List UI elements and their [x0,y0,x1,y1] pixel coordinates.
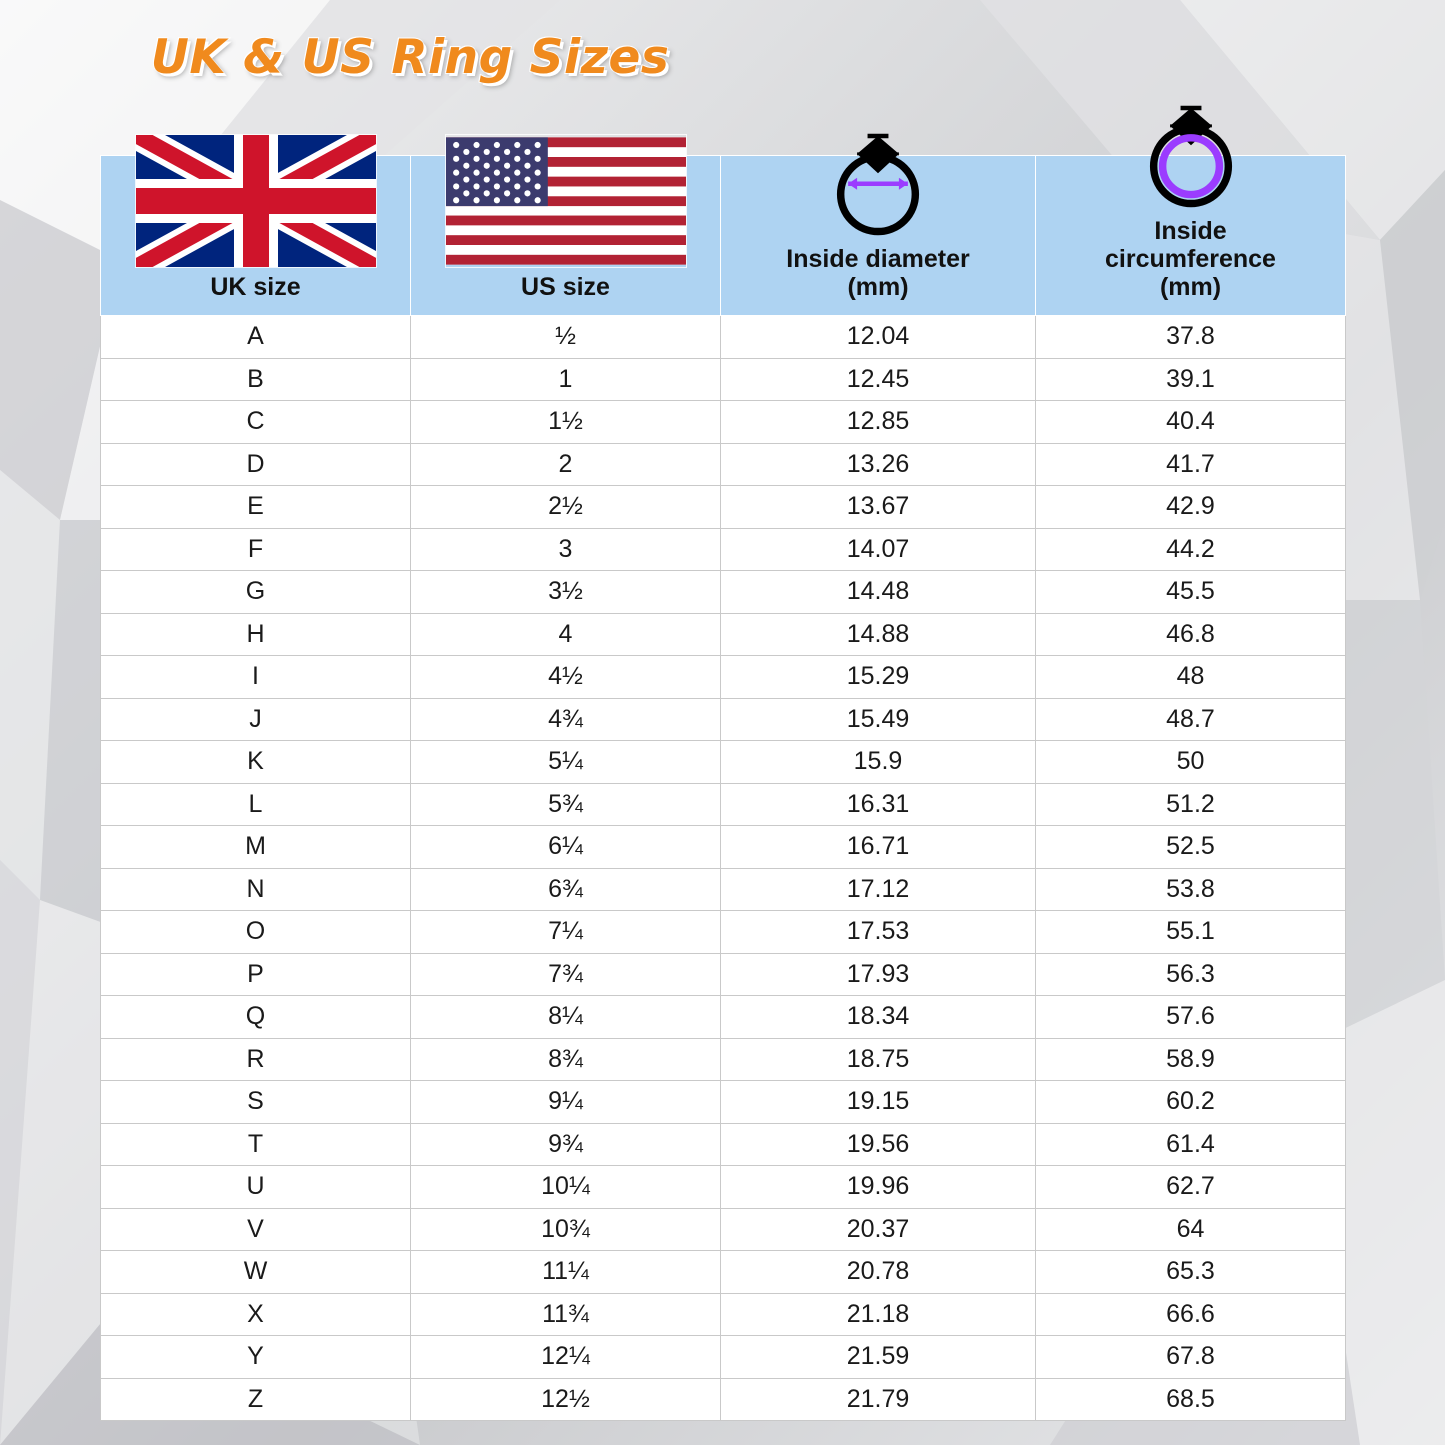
column-header-uk-size [101,156,411,316]
ring-size-table-container [100,155,1345,1421]
cell-uk-size: Z [101,1378,411,1421]
cell-us-size: 1½ [411,401,721,444]
cell-uk-size: L [101,783,411,826]
cell-inside-circumference: 64 [1036,1208,1346,1251]
table-row [101,571,1346,614]
cell-inside-circumference: 45.5 [1036,571,1346,614]
cell-us-size: 8¾ [411,1038,721,1081]
cell-inside-diameter: 14.48 [721,571,1036,614]
cell-us-size: 4½ [411,656,721,699]
cell-inside-circumference: 68.5 [1036,1378,1346,1421]
cell-us-size: 2½ [411,486,721,529]
cell-inside-diameter: 12.85 [721,401,1036,444]
cell-uk-size: E [101,486,411,529]
column-header-inside-diameter [721,156,1036,316]
cell-inside-circumference: 42.9 [1036,486,1346,529]
cell-inside-circumference: 66.6 [1036,1293,1346,1336]
cell-us-size: 4¾ [411,698,721,741]
cell-inside-circumference: 50 [1036,741,1346,784]
cell-inside-diameter: 21.18 [721,1293,1036,1336]
ring-size-table [100,155,1346,1421]
cell-us-size: 9¼ [411,1081,721,1124]
cell-us-size: 11¾ [411,1293,721,1336]
cell-us-size: 7¼ [411,911,721,954]
cell-us-size: 3 [411,528,721,571]
cell-us-size: 12½ [411,1378,721,1421]
cell-inside-circumference: 55.1 [1036,911,1346,954]
column-header-inside-circumference [1036,156,1346,316]
cell-inside-diameter: 21.79 [721,1378,1036,1421]
cell-uk-size: S [101,1081,411,1124]
table-row [101,783,1346,826]
cell-us-size: 1 [411,358,721,401]
table-row [101,486,1346,529]
cell-inside-diameter: 21.59 [721,1336,1036,1379]
cell-us-size: 2 [411,443,721,486]
cell-inside-diameter: 18.75 [721,1038,1036,1081]
table-row [101,1336,1346,1379]
cell-inside-circumference: 65.3 [1036,1251,1346,1294]
circumference-line2: circumference [1105,245,1276,273]
cell-uk-size: F [101,528,411,571]
cell-inside-diameter: 12.04 [721,316,1036,359]
page-title: UK & US Ring Sizes [150,30,670,85]
cell-inside-diameter: 16.31 [721,783,1036,826]
table-row [101,826,1346,869]
cell-us-size: 4 [411,613,721,656]
cell-uk-size: V [101,1208,411,1251]
cell-inside-circumference: 61.4 [1036,1123,1346,1166]
cell-uk-size: G [101,571,411,614]
cell-inside-circumference: 60.2 [1036,1081,1346,1124]
cell-inside-diameter: 13.67 [721,486,1036,529]
table-body [101,316,1346,1421]
cell-uk-size: Y [101,1336,411,1379]
cell-inside-circumference: 57.6 [1036,996,1346,1039]
cell-uk-size: B [101,358,411,401]
column-header-inside-diameter-label [786,245,969,301]
cell-inside-diameter: 19.15 [721,1081,1036,1124]
cell-us-size: 5¼ [411,741,721,784]
table-row [101,528,1346,571]
cell-us-size: 5¾ [411,783,721,826]
table-row [101,996,1346,1039]
cell-inside-diameter: 13.26 [721,443,1036,486]
cell-us-size: 10¾ [411,1208,721,1251]
table-row [101,401,1346,444]
column-header-us-size-label: US size [521,273,610,301]
table-row [101,953,1346,996]
table-row [101,1251,1346,1294]
cell-inside-circumference: 48 [1036,656,1346,699]
cell-inside-diameter: 16.71 [721,826,1036,869]
cell-uk-size: X [101,1293,411,1336]
cell-inside-diameter: 14.07 [721,528,1036,571]
cell-us-size: 6¾ [411,868,721,911]
diameter-line1: Inside diameter [786,245,970,273]
cell-uk-size: Q [101,996,411,1039]
cell-uk-size: H [101,613,411,656]
cell-inside-circumference: 48.7 [1036,698,1346,741]
cell-inside-diameter: 19.96 [721,1166,1036,1209]
cell-inside-diameter: 17.53 [721,911,1036,954]
cell-inside-circumference: 40.4 [1036,401,1346,444]
diameter-line2: (mm) [847,273,909,301]
ring-inside-circumference-icon [1116,99,1266,211]
column-header-uk-size-label: UK size [210,273,301,301]
cell-inside-circumference: 58.9 [1036,1038,1346,1081]
cell-us-size: 8¼ [411,996,721,1039]
cell-us-size: 10¼ [411,1166,721,1209]
table-row [101,656,1346,699]
uk-flag-icon [136,135,376,267]
column-header-us-size [411,156,721,316]
cell-inside-circumference: 56.3 [1036,953,1346,996]
cell-inside-diameter: 15.9 [721,741,1036,784]
cell-us-size: 12¼ [411,1336,721,1379]
cell-uk-size: A [101,316,411,359]
circumference-line1: Inside [1154,217,1227,245]
table-row [101,1378,1346,1421]
cell-us-size: 6¼ [411,826,721,869]
table-row [101,443,1346,486]
cell-uk-size: T [101,1123,411,1166]
cell-inside-diameter: 20.37 [721,1208,1036,1251]
cell-inside-circumference: 51.2 [1036,783,1346,826]
cell-us-size: 9¾ [411,1123,721,1166]
table-row [101,698,1346,741]
table-row [101,613,1346,656]
cell-inside-circumference: 46.8 [1036,613,1346,656]
cell-inside-diameter: 12.45 [721,358,1036,401]
cell-inside-circumference: 62.7 [1036,1166,1346,1209]
cell-uk-size: N [101,868,411,911]
table-row [101,1208,1346,1251]
cell-us-size: ½ [411,316,721,359]
cell-uk-size: R [101,1038,411,1081]
table-row [101,1081,1346,1124]
table-header-row [101,156,1346,316]
cell-uk-size: M [101,826,411,869]
table-row [101,911,1346,954]
cell-inside-circumference: 41.7 [1036,443,1346,486]
cell-us-size: 7¾ [411,953,721,996]
table-row [101,358,1346,401]
table-row [101,1293,1346,1336]
table-row [101,1123,1346,1166]
cell-inside-circumference: 39.1 [1036,358,1346,401]
cell-uk-size: J [101,698,411,741]
cell-inside-diameter: 15.49 [721,698,1036,741]
cell-inside-circumference: 52.5 [1036,826,1346,869]
ring-inside-diameter-icon [803,127,953,239]
table-row [101,741,1346,784]
cell-inside-diameter: 17.93 [721,953,1036,996]
cell-uk-size: I [101,656,411,699]
cell-inside-diameter: 18.34 [721,996,1036,1039]
circumference-line3: (mm) [1159,273,1222,301]
table-row [101,1038,1346,1081]
cell-inside-diameter: 14.88 [721,613,1036,656]
cell-us-size: 11¼ [411,1251,721,1294]
cell-inside-circumference: 44.2 [1036,528,1346,571]
table-row [101,1166,1346,1209]
cell-uk-size: C [101,401,411,444]
cell-uk-size: U [101,1166,411,1209]
cell-uk-size: W [101,1251,411,1294]
column-header-inside-circumference-label [1105,217,1276,301]
cell-inside-circumference: 67.8 [1036,1336,1346,1379]
cell-uk-size: P [101,953,411,996]
us-flag-icon [446,135,686,267]
table-row [101,316,1346,359]
cell-inside-circumference: 37.8 [1036,316,1346,359]
cell-inside-diameter: 20.78 [721,1251,1036,1294]
cell-uk-size: K [101,741,411,784]
cell-uk-size: O [101,911,411,954]
table-row [101,868,1346,911]
cell-uk-size: D [101,443,411,486]
cell-inside-diameter: 15.29 [721,656,1036,699]
cell-inside-diameter: 19.56 [721,1123,1036,1166]
cell-inside-circumference: 53.8 [1036,868,1346,911]
cell-us-size: 3½ [411,571,721,614]
cell-inside-diameter: 17.12 [721,868,1036,911]
